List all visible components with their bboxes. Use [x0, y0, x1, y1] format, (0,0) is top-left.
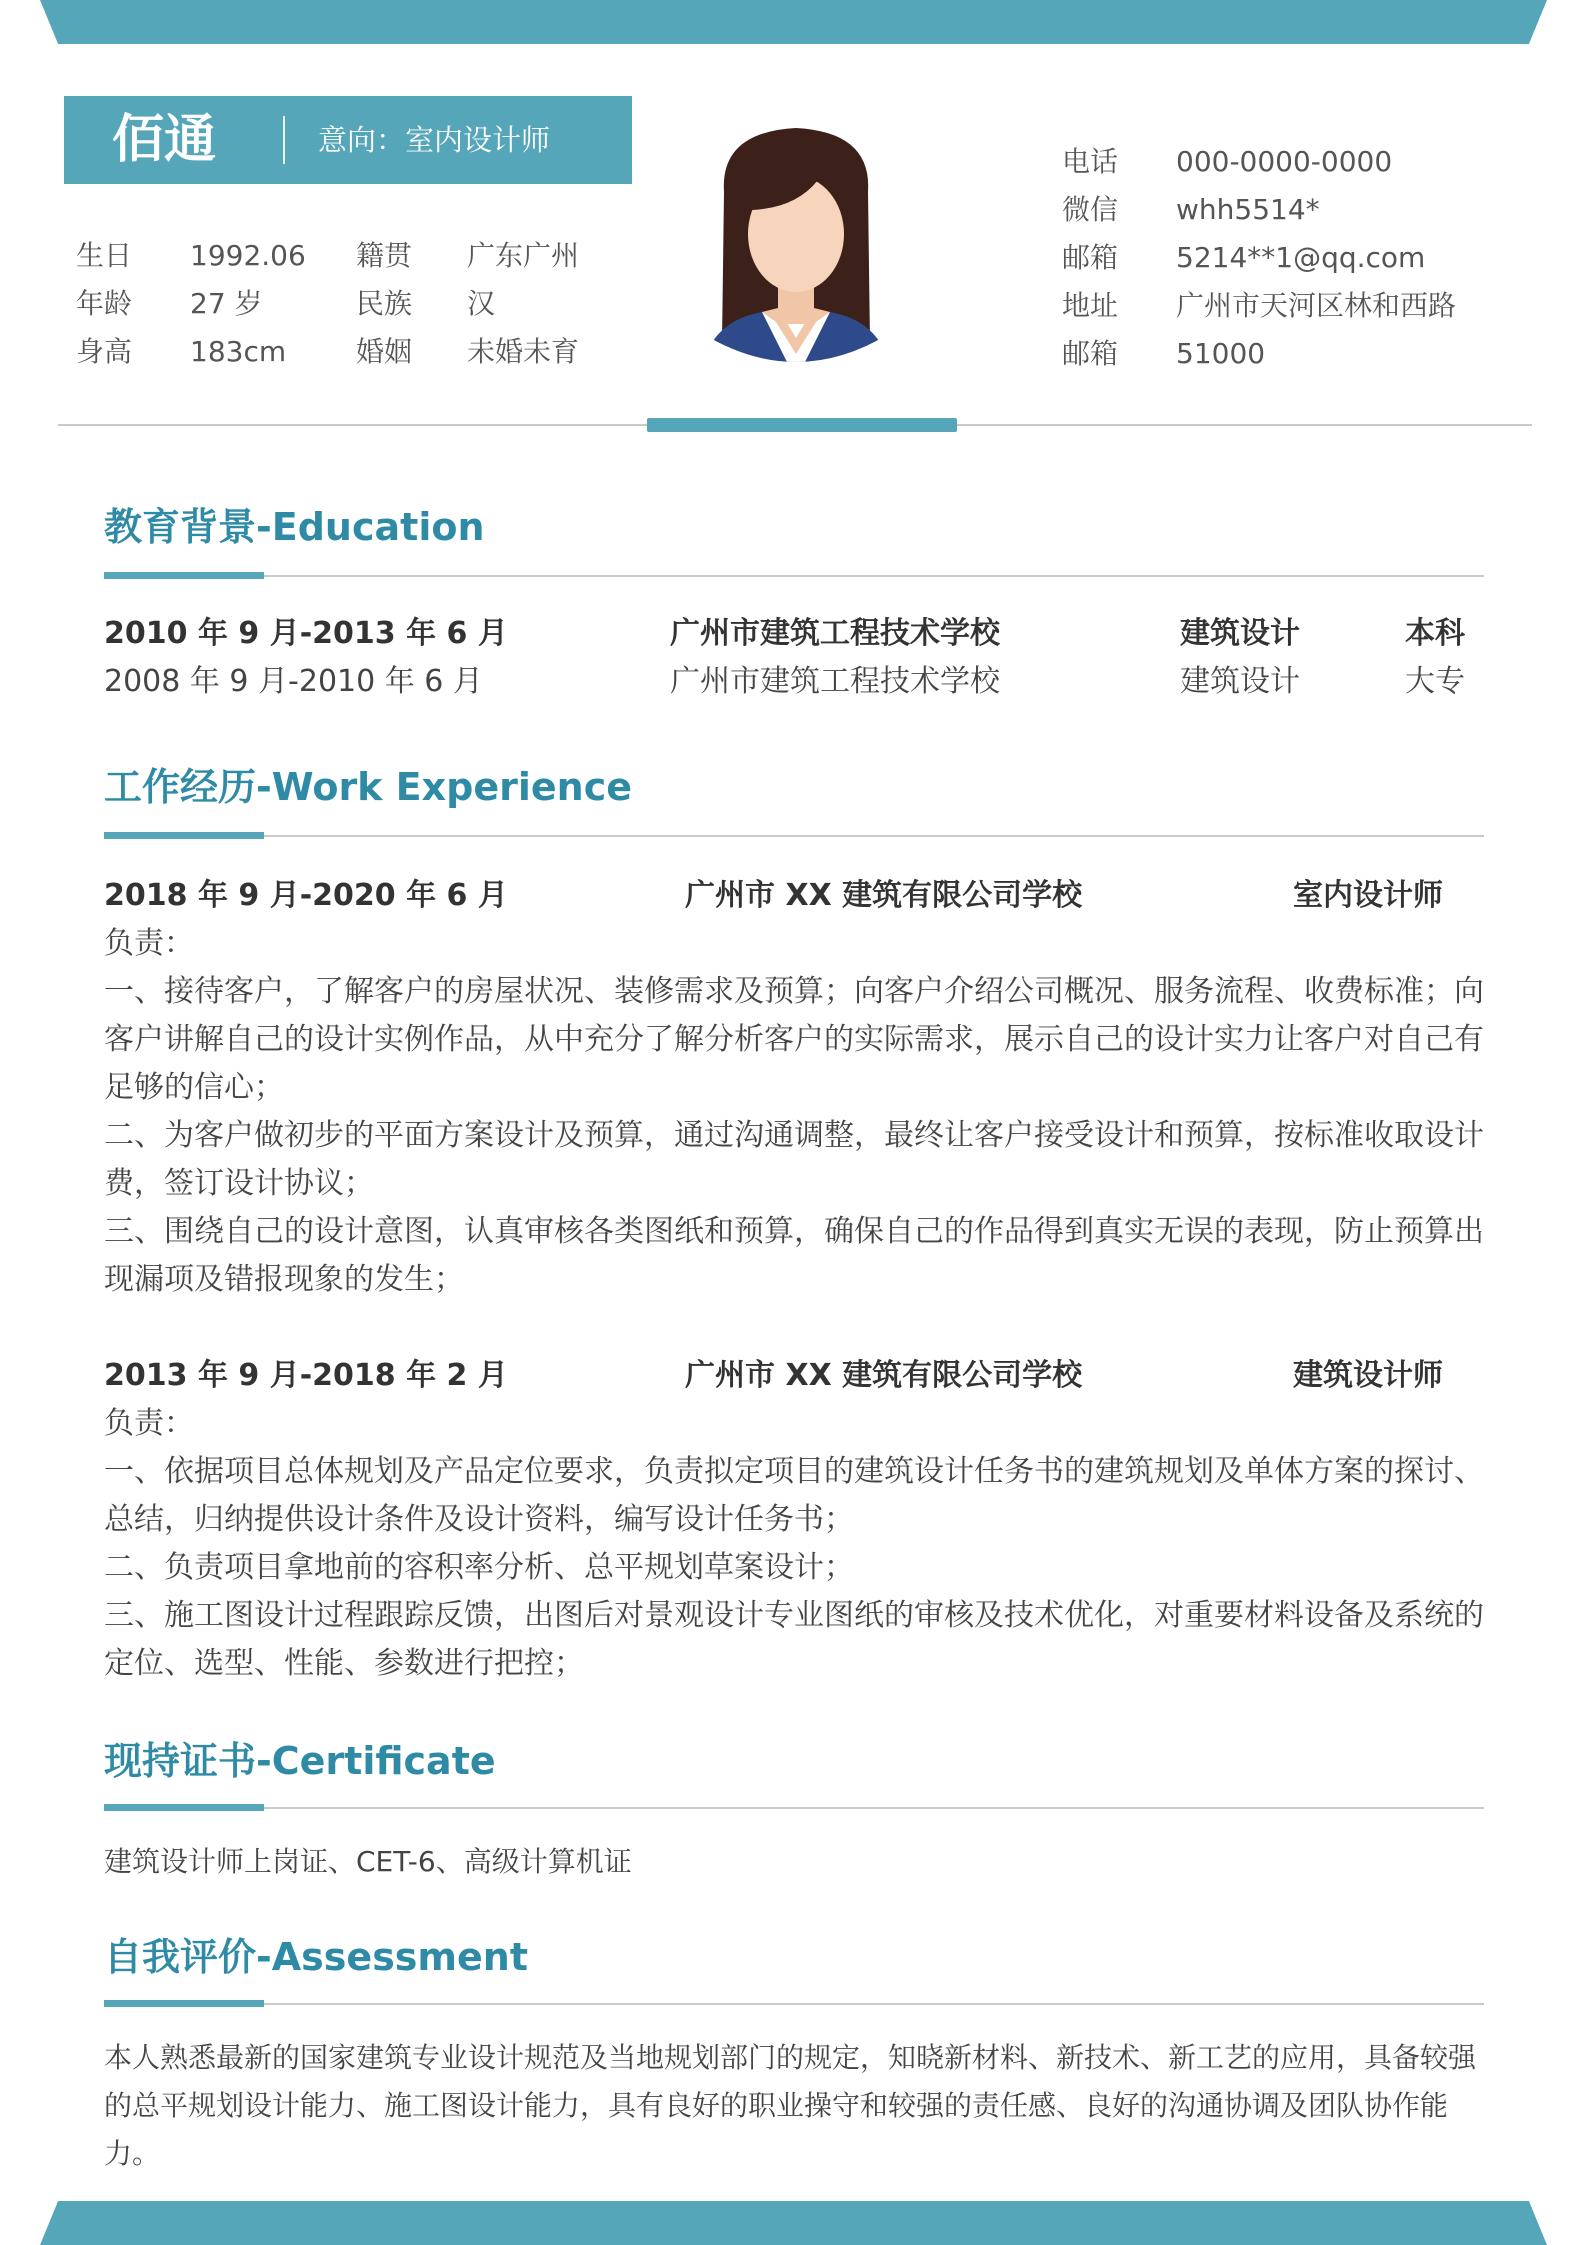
education-degree: 大专	[1405, 664, 1465, 699]
education-major: 建筑设计	[1180, 616, 1300, 651]
duty-item: 二、为客户做初步的平面方案设计及预算，通过沟通调整，最终让客户接受设计和预算，按标准收取设计费，签订设计协议；	[104, 1118, 1484, 1201]
birthday-value: 1992.06	[190, 239, 306, 272]
age-value: 27 岁	[190, 287, 263, 320]
education-period: 2008 年 9 月-2010 年 6 月	[104, 664, 483, 699]
postcode-value: 51000	[1176, 337, 1266, 370]
duty-item: 三、施工图设计过程跟踪反馈，出图后对景观设计专业图纸的审核及技术优化，对重要材料设备及系统的定位、选型、性能、参数进行把控；	[104, 1598, 1484, 1681]
marital-value: 未婚未育	[467, 335, 580, 368]
email-label: 邮箱	[1062, 241, 1119, 274]
marital-label: 婚姻	[356, 335, 413, 368]
education-major: 建筑设计	[1180, 664, 1300, 699]
duty-label: 负责：	[104, 1406, 194, 1441]
birthday-label: 生日	[76, 239, 133, 272]
ethnicity-label: 民族	[356, 287, 413, 320]
wechat-value: whh5514*	[1176, 193, 1320, 226]
postcode-label: 邮箱	[1062, 337, 1119, 370]
job-duties	[104, 1400, 1494, 1688]
job-company: 广州市 XX 建筑有限公司学校	[685, 1358, 1083, 1393]
top-band	[40, 0, 1547, 44]
job-intent: 意向：室内设计师	[318, 123, 551, 157]
header-divider-accent	[647, 418, 957, 432]
work-rule-accent	[104, 832, 264, 839]
assessment-title: 自我评价-Assessment	[104, 1935, 529, 1979]
hometown-label: 籍贯	[356, 239, 413, 272]
height-value: 183cm	[190, 335, 287, 368]
education-rule	[104, 575, 1484, 577]
phone-label: 电话	[1062, 145, 1119, 178]
job-period: 2013 年 9 月-2018 年 2 月	[104, 1358, 508, 1393]
duty-item: 三、围绕自己的设计意图，认真审核各类图纸和预算，确保自己的作品得到真实无误的表现，防止预算出现漏项及错报现象的发生；	[104, 1214, 1484, 1297]
job-period: 2018 年 9 月-2020 年 6 月	[104, 878, 508, 913]
duty-label: 负责：	[104, 926, 194, 961]
age-label: 年龄	[76, 287, 133, 320]
certificate-rule-accent	[104, 1804, 264, 1811]
job-company: 广州市 XX 建筑有限公司学校	[685, 878, 1083, 913]
candidate-name: 佰通	[112, 110, 217, 170]
address-label: 地址	[1062, 289, 1119, 322]
assessment-rule	[104, 2003, 1484, 2005]
assessment-text	[104, 2034, 1494, 2178]
address-value: 广州市天河区林和西路	[1176, 289, 1457, 322]
duty-item: 二、负责项目拿地前的容积率分析、总平规划草案设计；	[104, 1550, 854, 1585]
duty-item: 一、依据项目总体规划及产品定位要求，负责拟定项目的建筑设计任务书的建筑规划及单体方案的探讨、总结，归纳提供设计条件及设计资料，编写设计任务书；	[104, 1454, 1484, 1537]
ethnicity-value: 汉	[467, 287, 496, 320]
education-title: 教育背景-Education	[104, 505, 485, 549]
certificate-rule	[104, 1807, 1484, 1809]
education-school: 广州市建筑工程技术学校	[670, 664, 1000, 699]
certificate-text: 建筑设计师上岗证、CET-6、高级计算机证	[104, 1845, 632, 1878]
avatar	[700, 122, 892, 380]
duty-item: 一、接待客户，了解客户的房屋状况、装修需求及预算；向客户介绍公司概况、服务流程、收费标准；向客户讲解自己的设计实例作品，从中充分了解分析客户的实际需求，展示自己的设计实力让客户对自己有足够的信心；	[104, 974, 1484, 1105]
name-divider	[283, 116, 285, 164]
certificate-title: 现持证书-Certificate	[104, 1739, 496, 1783]
education-school: 广州市建筑工程技术学校	[670, 616, 1000, 651]
name-banner	[64, 96, 632, 184]
assessment-rule-accent	[104, 2000, 264, 2007]
wechat-label: 微信	[1062, 193, 1119, 226]
hometown-value: 广东广州	[467, 239, 580, 272]
work-title: 工作经历-Work Experience	[104, 765, 633, 809]
education-rule-accent	[104, 572, 264, 579]
job-duties	[104, 920, 1494, 1304]
job-role: 建筑设计师	[1293, 1358, 1443, 1393]
job-role: 室内设计师	[1293, 878, 1443, 913]
height-label: 身高	[76, 335, 133, 368]
email-value: 5214**1@qq.com	[1176, 241, 1426, 274]
assessment-paragraph: 本人熟悉最新的国家建筑专业设计规范及当地规划部门的规定，知晓新材料、新技术、新工艺的应用，具备较强的总平规划设计能力、施工图设计能力，具有良好的职业操守和较强的责任感、良好的沟通协调及团队协作能力。	[104, 2041, 1477, 2170]
education-degree: 本科	[1405, 616, 1465, 651]
work-rule	[104, 835, 1484, 837]
bottom-band	[40, 2201, 1547, 2245]
phone-value: 000-0000-0000	[1176, 145, 1393, 178]
education-period: 2010 年 9 月-2013 年 6 月	[104, 616, 508, 651]
